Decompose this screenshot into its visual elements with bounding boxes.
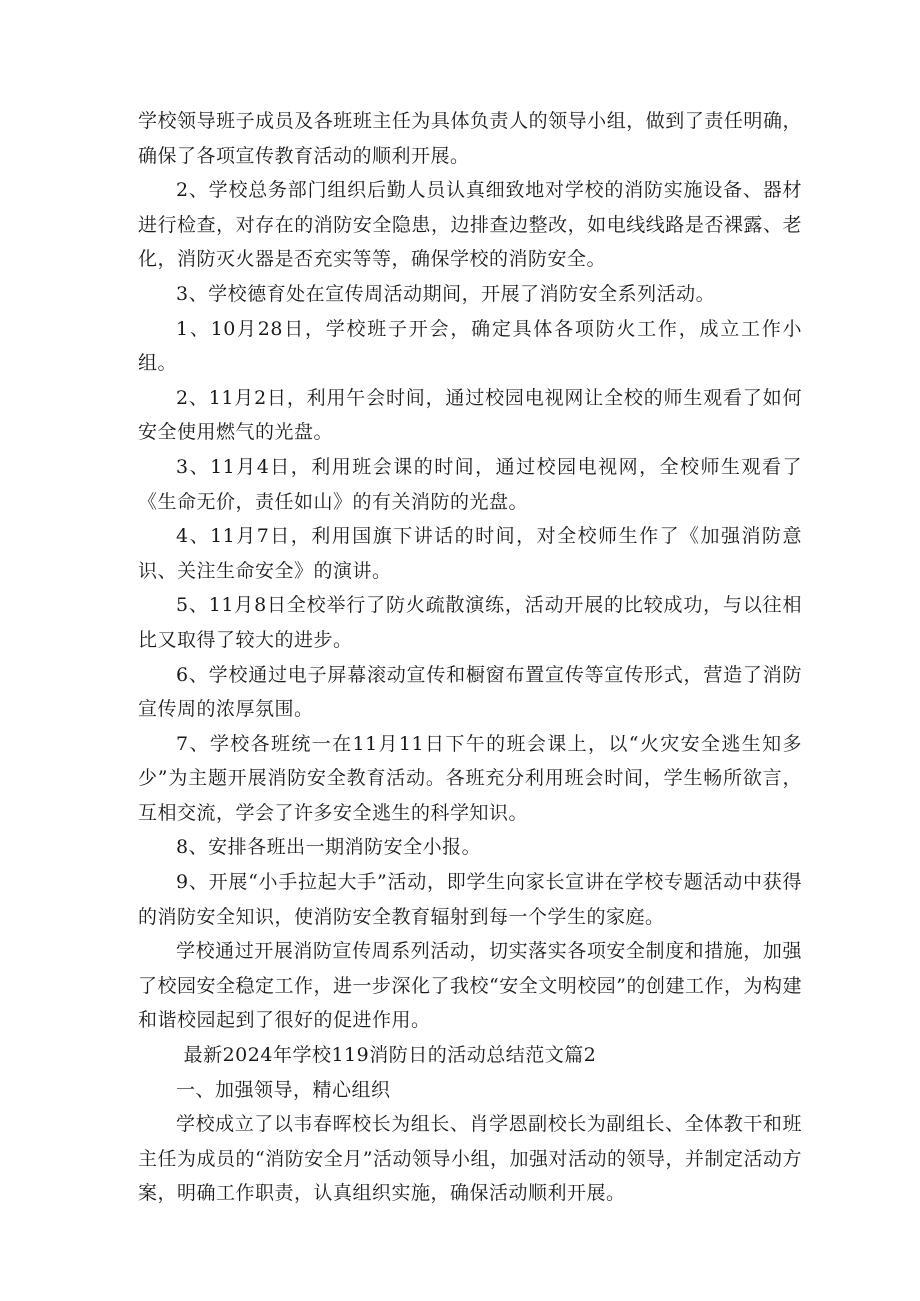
section-title: 最新2024年学校119消防日的活动总结范文篇2: [183, 1044, 597, 1067]
document-body: [138, 104, 802, 1211]
activity-item-1: 1、10月28日，学校班子开会，确定具体各项防火工作，成立工作小组。: [138, 317, 802, 375]
paragraph-item-3: 3、学校德育处在宣传周活动期间，开展了消防安全系列活动。: [176, 282, 716, 305]
activity-item-9: 9、开展“小手拉起大手”活动，即学生向家长宣讲在学校专题活动中获得的消防安全知识，使消防安全教育辐射到每一个学生的家庭。: [138, 871, 802, 928]
paragraph-body: 学校成立了以韦春晖校长为组长、肖学恩副校长为副组长、全体教干和班主任为成员的“消防安全月”活动领导小组，加强对活动的领导，并制定活动方案，明确工作职责，认真组织实施，确保活动顺利开展。: [138, 1113, 802, 1205]
paragraph-item-2: 2、学校总务部门组织后勤人员认真细致地对学校的消防实施设备、器材进行检查，对存在的消防安全隐患，边排查边整改，如电线线路是否裸露、老化，消防灭火器是否充实等等，确保学校的消防安全。: [138, 179, 802, 271]
paragraph-continuation: 学校领导班子成员及各班班主任为具体负责人的领导小组，做到了责任明确，确保了各项宣传教育活动的顺利开展。: [138, 110, 802, 167]
section-heading: 一、加强领导，精心组织: [176, 1078, 391, 1101]
activity-item-7: 7、学校各班统一在11月11日下午的班会课上，以“火灾安全逃生知多少”为主题开展消防安全教育活动。各班充分利用班会时间，学生畅所欲言，互相交流，学会了许多安全逃生的科学知识。: [138, 732, 802, 824]
activity-item-8: 8、安排各班出一期消防安全小报。: [176, 836, 482, 859]
summary-paragraph: 学校通过开展消防宣传周系列活动，切实落实各项安全制度和措施，加强了校园安全稳定工作，进一步深化了我校“安全文明校园”的创建工作，为构建和谐校园起到了很好的促进作用。: [138, 940, 802, 1032]
activity-item-4: 4、11月7日，利用国旗下讲话的时间，对全校师生作了《加强消防意识、关注生命安全》的演讲。: [138, 525, 802, 582]
activity-item-6: 6、学校通过电子屏幕滚动宣传和橱窗布置宣传等宣传形式，营造了消防宣传周的浓厚氛围。: [138, 663, 802, 721]
activity-item-2: 2、11月2日，利用午会时间，通过校园电视网让全校的师生观看了如何安全使用燃气的光盘。: [138, 386, 802, 444]
activity-item-3: 3、11月4日，利用班会课的时间，通过校园电视网，全校师生观看了《生命无价，责任如山》的有关消防的光盘。: [138, 455, 802, 513]
activity-item-5: 5、11月8日全校举行了防火疏散演练，活动开展的比较成功，与以往相比又取得了较大的进步。: [138, 594, 802, 651]
